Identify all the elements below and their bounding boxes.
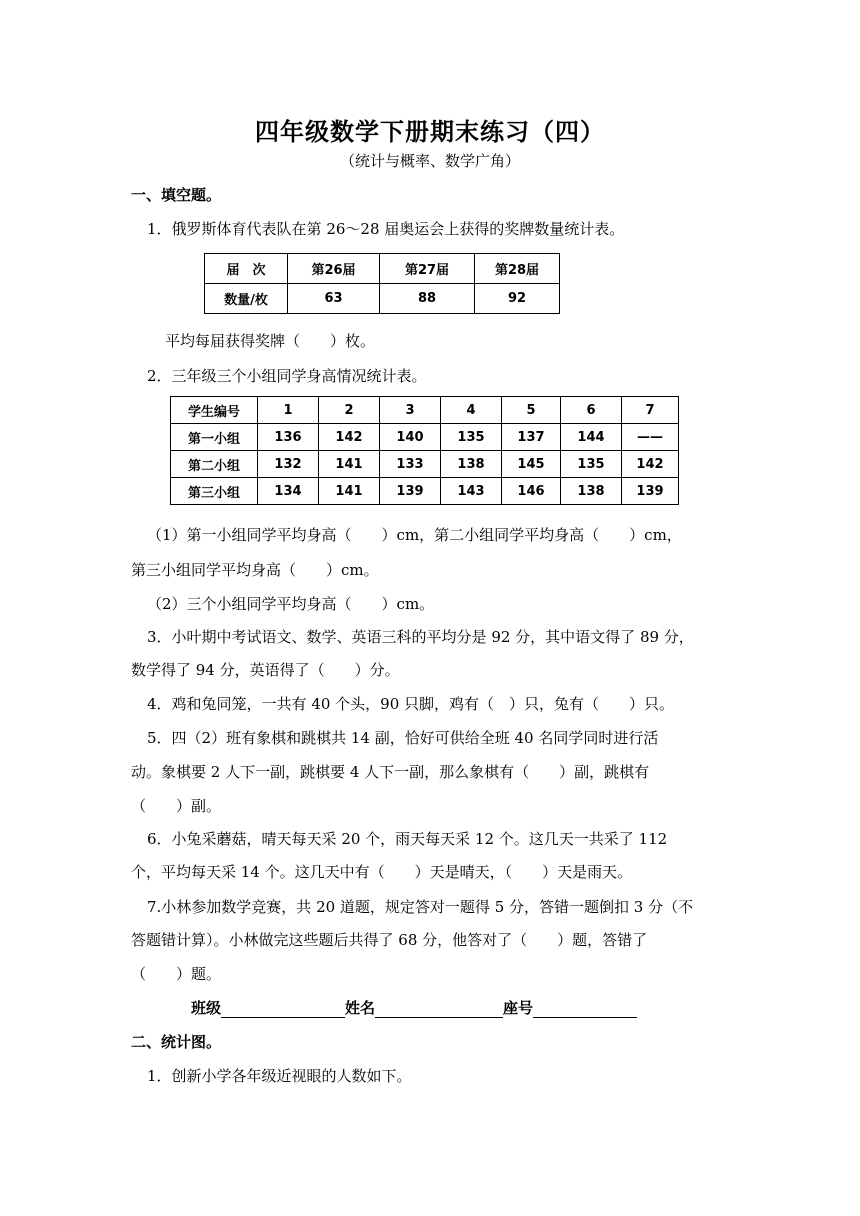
table-row: [205, 284, 560, 314]
student-info-line: [191, 997, 637, 1018]
question-7-line3: （ ）题。: [131, 965, 222, 983]
medal-count-table: [204, 253, 560, 314]
question-1-blank: 平均每届获得奖牌（ ）枚。: [165, 332, 376, 350]
table-header-cell: 学生编号: [171, 397, 258, 424]
table-header-cell: 第27届: [380, 254, 475, 284]
table-header-row: [171, 397, 679, 424]
question-2-sub2: （2）三个小组同学平均身高（ ）cm。: [147, 595, 435, 613]
table-cell: 143: [441, 478, 502, 505]
table-cell: 141: [319, 451, 380, 478]
name-field[interactable]: [375, 999, 503, 1018]
seat-field[interactable]: [533, 999, 637, 1018]
table-header-cell: 第26届: [288, 254, 380, 284]
question-6-line2: 个，平均每天采 14 个。这几天中有（ ）天是晴天，（ ）天是雨天。: [131, 863, 633, 881]
table-header-cell: 2: [319, 397, 380, 424]
table-cell: 142: [319, 424, 380, 451]
name-label: 姓名: [345, 999, 376, 1017]
table-cell: 136: [258, 424, 319, 451]
table-cell: 142: [622, 451, 679, 478]
question-2-sub1-line2: 第三小组同学平均身高（ ）cm。: [131, 561, 379, 579]
table-cell: 135: [441, 424, 502, 451]
class-label: 班级: [191, 999, 222, 1017]
table-cell: 138: [561, 478, 622, 505]
table-row: [171, 451, 679, 478]
table-header-cell: 4: [441, 397, 502, 424]
table-cell: ——: [622, 424, 679, 451]
table-header-cell: 5: [502, 397, 561, 424]
table-cell: 141: [319, 478, 380, 505]
table-header-cell: 1: [258, 397, 319, 424]
table-cell: 139: [380, 478, 441, 505]
question-6-line1: 6．小兔采蘑菇，晴天每天采 20 个，雨天每天采 12 个。这几天一共采了 112: [147, 830, 668, 848]
question-5-line2: 动。象棋要 2 人下一副，跳棋要 4 人下一副，那么象棋有（ ）副，跳棋有: [131, 763, 650, 781]
question-2-sub1-line1: （1）第一小组同学平均身高（ ）cm，第二小组同学平均身高（ ）cm，: [147, 526, 682, 544]
table-header-cell: 7: [622, 397, 679, 424]
table-cell: 88: [380, 284, 475, 314]
table-cell: 133: [380, 451, 441, 478]
table-row: [171, 424, 679, 451]
table-header-cell: 3: [380, 397, 441, 424]
table-row: [171, 478, 679, 505]
question-5-line3: （ ）副。: [131, 797, 222, 815]
table-cell: 132: [258, 451, 319, 478]
class-field[interactable]: [221, 999, 345, 1018]
section-2-question-1-text: 1．创新小学各年级近视眼的人数如下。: [147, 1067, 412, 1085]
table-cell: 第二小组: [171, 451, 258, 478]
table-header-cell: 第28届: [475, 254, 560, 284]
question-3-line1: 3．小叶期中考试语文、数学、英语三科的平均分是 92 分，其中语文得了 89 分，: [147, 628, 694, 646]
table-cell: 135: [561, 451, 622, 478]
table-cell: 第三小组: [171, 478, 258, 505]
height-table: [170, 396, 679, 505]
table-cell: 第一小组: [171, 424, 258, 451]
question-1-text: 1．俄罗斯体育代表队在第 26～28 届奥运会上获得的奖牌数量统计表。: [147, 220, 625, 238]
section-heading-charts: 二、统计图。: [131, 1033, 222, 1051]
question-2-text: 2．三年级三个小组同学身高情况统计表。: [147, 367, 427, 385]
section-heading-fill-blanks: 一、填空题。: [131, 186, 222, 204]
table-cell: 144: [561, 424, 622, 451]
table-cell: 134: [258, 478, 319, 505]
table-cell: 140: [380, 424, 441, 451]
seat-label: 座号: [503, 999, 534, 1017]
table-cell: 139: [622, 478, 679, 505]
table-cell: 63: [288, 284, 380, 314]
table-cell: 数量/枚: [205, 284, 288, 314]
table-header-row: [205, 254, 560, 284]
question-5-line1: 5．四（2）班有象棋和跳棋共 14 副，恰好可供给全班 40 名同学同时进行活: [147, 729, 659, 747]
table-header-cell: 届 次: [205, 254, 288, 284]
table-header-cell: 6: [561, 397, 622, 424]
table-cell: 145: [502, 451, 561, 478]
page-title: 四年级数学下册期末练习（四）: [255, 118, 605, 146]
question-7-line2: 答题错计算）。小林做完这些题后共得了 68 分，他答对了（ ）题，答错了: [131, 931, 648, 949]
table-cell: 92: [475, 284, 560, 314]
question-7-line1: 7.小林参加数学竞赛，共 20 道题，规定答对一题得 5 分，答错一题倒扣 3 分（不: [147, 898, 694, 916]
table-cell: 138: [441, 451, 502, 478]
table-cell: 137: [502, 424, 561, 451]
table-cell: 146: [502, 478, 561, 505]
question-4-text: 4．鸡和兔同笼，一共有 40 个头，90 只脚，鸡有（ ）只，兔有（ ）只。: [147, 695, 675, 713]
question-3-line2: 数学得了 94 分，英语得了（ ）分。: [131, 661, 400, 679]
page-subtitle: （统计与概率、数学广角）: [339, 152, 520, 170]
